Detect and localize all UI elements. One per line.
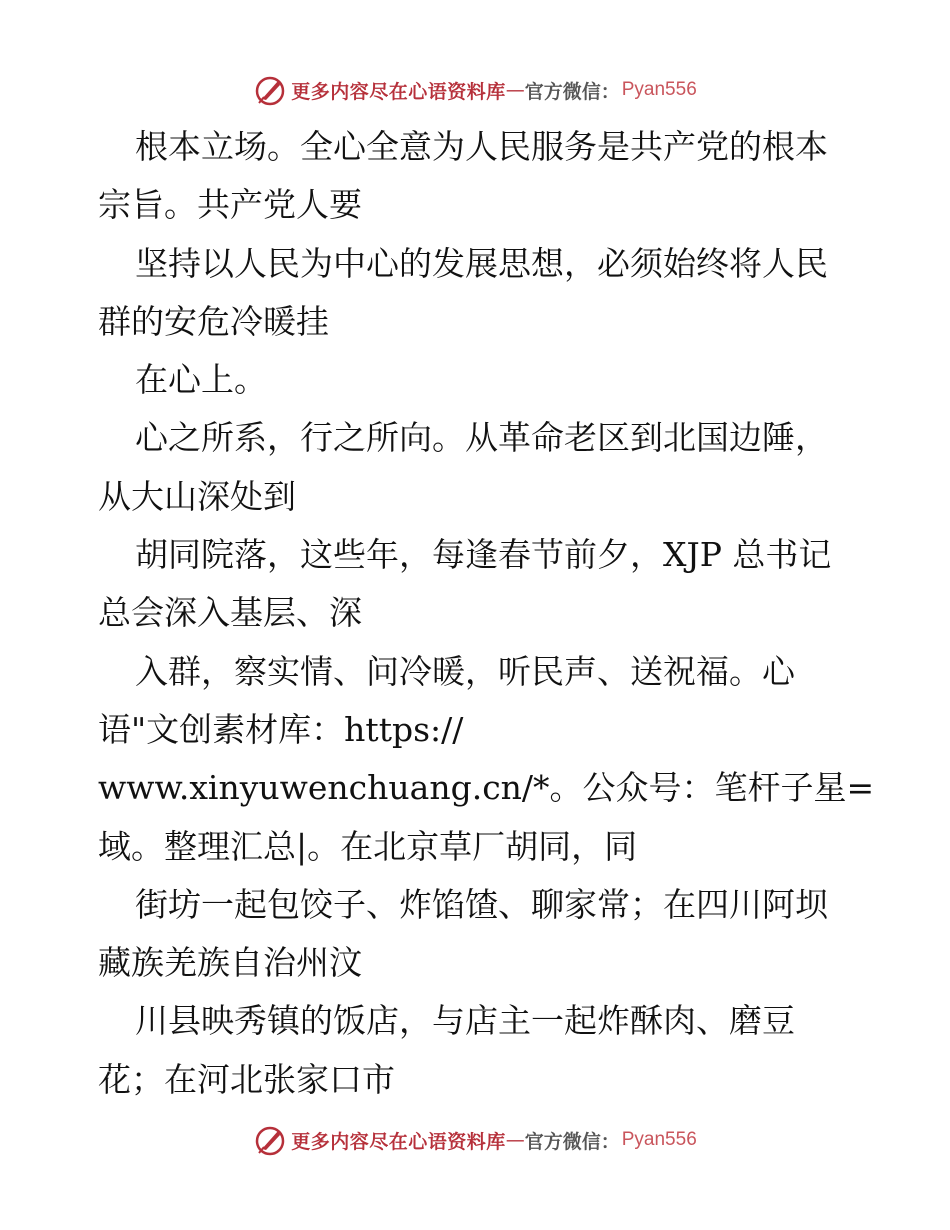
- text-line: 从大山深处到: [98, 476, 296, 516]
- text-line: 坚持以人民为中心的发展思想，必须始终将人民: [135, 243, 828, 283]
- text-line: www.xinyuwenchuang.cn/*。公众号：笔杆子星=: [98, 768, 875, 808]
- text-line: 根本立场。全心全意为人民服务是共产党的根本: [135, 127, 828, 166]
- header-banner: [0, 70, 950, 110]
- banner-wechat-label: 官方微信：: [524, 80, 620, 103]
- text-line: 语"文创素材库：https://: [98, 709, 464, 749]
- banner-separator: —: [505, 1129, 525, 1151]
- banner-separator: —: [505, 79, 525, 101]
- text-line: 心之所系，行之所向。从革命老区到北国边陲，: [135, 418, 828, 458]
- text-line: 花；在河北张家口市: [98, 1059, 395, 1099]
- text-line: 群的安危冷暖挂: [98, 301, 329, 341]
- banner-wechat-id: Pyan556: [621, 79, 697, 100]
- text-line: 总会深入基层、深: [98, 593, 362, 633]
- text-line: 入群，察实情、问冷暖，听民声、送祝福。心: [135, 651, 795, 691]
- text-line: 街坊一起包饺子、炸馅馇、聊家常；在四川阿坝: [135, 884, 828, 924]
- banner-wechat-id: Pyan556: [621, 1129, 697, 1150]
- text-line: 在心上。: [135, 360, 267, 400]
- text-line: 胡同院落，这些年，每逢春节前夕，XJP 总书记: [135, 535, 832, 575]
- document-body: [98, 118, 875, 1109]
- text-line: 藏族羌族自治州汶: [98, 943, 362, 983]
- banner-title: 更多内容尽在心语资料库: [291, 1130, 506, 1153]
- footer-banner: [0, 1120, 950, 1160]
- text-line: 川县映秀镇的饭店，与店主一起炸酥肉、磨豆: [135, 1001, 795, 1041]
- banner-title: 更多内容尽在心语资料库: [291, 80, 506, 103]
- quill-pen-seal-icon: [253, 1123, 287, 1157]
- banner-wechat-label: 官方微信：: [524, 1130, 620, 1153]
- text-line: 宗旨。共产党人要: [98, 185, 362, 225]
- quill-pen-seal-icon: [253, 73, 287, 107]
- text-line: 域。整理汇总|。在北京草厂胡同，同: [98, 826, 638, 866]
